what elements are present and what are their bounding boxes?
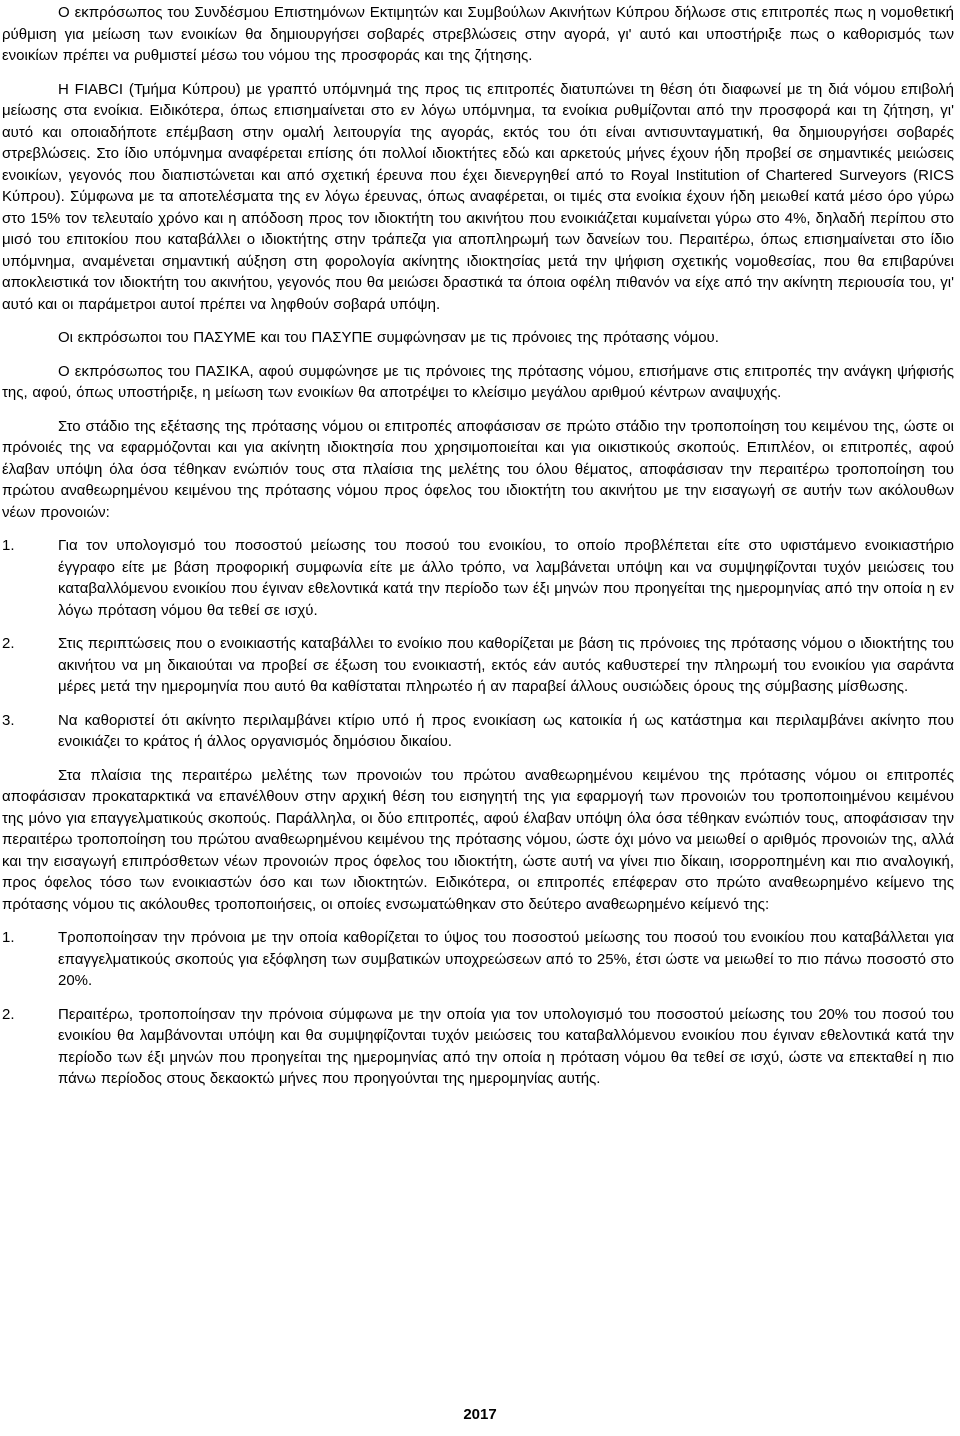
list-item-number: 3.	[2, 711, 15, 729]
list-item-text: Περαιτέρω, τροποποίησαν την πρόνοια σύμφωνα με την οποία για τον υπολογισμό του ποσοστού μείωσης του 20% του ποσού του ενοικίου θα λαμβάνονται υπόψη και θα συμψηφίζονται τυχόν μειώσεις του καταβαλλόμενου ενοικίου που έγιναν εθελοντικά κατά την περίοδο των έξι μηνών που προηγείται της ημερομηνίας από την οποία η πρόταση νόμου θα τεθεί σε ισχύ, ώστε να επεκταθεί η πιο πάνω περίοδος στους δεκαοκτώ μήνες που προηγούνται της ημερομηνίας αυτής.	[58, 1005, 954, 1087]
new-provisions-list	[2, 535, 954, 753]
list-item	[2, 633, 954, 698]
list-item-text: Στις περιπτώσεις που ο ενοικιαστής καταβάλλει το ενοίκιο που καθορίζεται με βάση τις πρόνοιες της πρότασης νόμου ο ιδιοκτήτης του ακινήτου να μη δικαιούται να προβεί σε έξωση του ενοικιαστή, εκτός εάν αυτός καθυστερεί την πληρωμή του ενοικίου για σαράντα μέρες μετά την ημερομηνία που αυτό θα καθίσταται πληρωτέο ή αν παραβεί άλλους ουσιώδεις όρους της σύμβασης μίσθωσης.	[58, 635, 954, 695]
list-item-number: 1.	[2, 929, 15, 946]
amendments-list	[2, 927, 954, 1090]
list-item-number: 1.	[2, 537, 15, 554]
paragraph-pasyme-pasype: Οι εκπρόσωποι του ΠΑΣΥΜΕ και του ΠΑΣΥΠΕ συμφώνησαν με τις πρόνοιες της πρότασης νόμου.	[58, 329, 719, 346]
list-item	[2, 1004, 954, 1090]
paragraph-further-study: Στα πλαίσια της περαιτέρω μελέτης των προνοιών του πρώτου αναθεωρημένου κειμένου της πρότασης νόμου οι επιτροπές αποφάσισαν προκαταρκτικά να επανέλθουν στην αρχική θέση του εισηγητή της για εφαρμογή των προνοιών του τροποποιημένου κειμένου της μόνο για επαγγελματικούς σκοπούς. Παράλληλα, οι δύο επιτροπές, αφού έλαβαν υπόψη όλα όσα τέθηκαν ενώπιόν τους, αποφάσισαν την περαιτέρω τροποποίηση του πρώτου αναθεωρημένου κειμένου της πρότασης νόμου, ώστε όχι μόνο να μειωθεί ο αριθμός προνοιών της, αλλά και την εισαγωγή επιπρόσθετων νέων προνοιών προς όφελος του ιδιοκτήτη, ώστε αυτή να γίνει πιο δίκαιη, ισορροπημένη και πιο αναλογική, προς όφελος τόσο των ενοικιαστών όσο και των ιδιοκτητών. Ειδικότερα, οι επιτροπές επέφεραν στο πρώτο αναθεωρημένο κείμενο της πρότασης νόμου τις ακόλουθες τροποποιήσεις, οι οποίες ενσωματώθηκαν στο δεύτερο αναθεωρημένο κείμενό της:	[2, 766, 954, 913]
list-item-number: 2.	[2, 635, 15, 652]
list-item-text: Να καθοριστεί ότι ακίνητο περιλαμβάνει κτίριο υπό ή προς ενοικίαση ως κατοικία ή ως κατάστημα και περιλαμβάνει ακίνητο που ενοικιάζει το κράτος ή άλλος οργανισμός δημόσιου δικαίου.	[58, 711, 954, 750]
paragraph-surveyors-association: Ο εκπρόσωπος του Συνδέσμου Επιστημόνων Εκτιμητών και Συμβούλων Ακινήτων Κύπρου δήλωσε στις επιτροπές πως η νομοθετική ρύθμιση για μείωση των ενοικίων θα δημιουργήσει σοβαρές στρεβλώσεις στην αγορά, γι' αυτό και υποστήριξε πως ο καθορισμός των ενοικίων πρέπει να ρυθμιστεί μέσω του νόμου της προσφοράς και της ζήτησης.	[2, 4, 954, 64]
list-item-text: Τροποποίησαν την πρόνοια με την οποία καθορίζεται το ύψος του ποσοστού μείωσης του ποσού του ενοικίου που καταβάλλεται για επαγγελματικούς σκοπούς για εξόφληση των συμβατικών υποχρεώσεων από το 25%, έτσι ώστε να μειωθεί το πιο πάνω ποσοστό στο 20%.	[58, 929, 954, 989]
list-item	[2, 535, 954, 621]
list-item	[2, 710, 954, 753]
paragraph-fiabci: Η FIABCI (Τμήμα Κύπρου) με γραπτό υπόμνημά της προς τις επιτροπές διατυπώνει τη θέση ότι διαφωνεί με τη διά νόμου επιβολή μείωσης στα ενοίκια. Ειδικότερα, όπως επισημαίνεται στο εν λόγω υπόμνημα, τα ενοίκια ρυθμίζονται από την προσφορά και τη ζήτηση, γι' αυτό και οποιαδήποτε επέμβαση στην ομαλή λειτουργία της αγοράς, εκτός του ότι είναι αντισυνταγματική, θα δημιουργήσει σοβαρές στρεβλώσεις. Στο ίδιο υπόμνημα αναφέρεται επίσης ότι πολλοί ιδιοκτήτες εδώ και αρκετούς μήνες έχουν ήδη προβεί σε σημαντικές μειώσεις ενοικίων, γεγονός που διαπιστώνεται και από σχετική έρευνα που έχει διενεργηθεί από το Royal Institution of Chartered Surveyors (RICS Κύπρου). Σύμφωνα με τα αποτελέσματα της εν λόγω έρευνας, όπως αναφέρεται, οι τιμές στα ενοίκια έχουν ήδη μειωθεί κατά μέσο όρο γύρω στο 15% τον τελευταίο χρόνο και η απόδοση προς τον ιδιοκτήτη του ακινήτου που ενοικιάζεται κυμαίνεται γύρω στο 4%, δηλαδή περίπου στο μισό του επιτοκίου που καταβάλλει ο ιδιοκτήτης στην τράπεζα για αποπληρωμή των δανείων του. Περαιτέρω, όπως επισημαίνεται στο ίδιο υπόμνημα, αναμένεται σημαντική αύξηση στη φορολογία ακίνητης ιδιοκτησίας μετά την ψήφιση σχετικής νομοθεσίας, που θα επιβαρύνει αποκλειστικά τον ιδιοκτήτη του ακινήτου, γεγονός που θα μειώσει δραστικά τα όποια οφέλη πιθανόν να είχε από την ακίνητη περιουσία του, γι' αυτό και οι παράμετροι αυτοί πρέπει να ληφθούν σοβαρά υπόψη.	[2, 80, 954, 313]
list-item-number: 2.	[2, 1005, 15, 1023]
paragraph-pasika: Ο εκπρόσωπος του ΠΑΣΙΚΑ, αφού συμφώνησε με τις πρόνοιες της πρότασης νόμου, επισήμανε στις επιτροπές την ανάγκη ψήφισής της, αφού, όπως υποστήριξε, η μείωση των ενοικίων θα αποτρέψει το κλείσιμο μεγάλου αριθμού κέντρων αναψυχής.	[2, 362, 954, 401]
list-item-text: Για τον υπολογισμό του ποσοστού μείωσης του ποσού του ενοικίου, το οποίο προβλέπεται είτε στο υφιστάμενο ενοικιαστήριο έγγραφο είτε με βάση προφορική συμφωνία είτε με άλλο τρόπο, να λαμβάνεται υπόψη και να συμψηφίζονται τυχόν μειώσεις του καταβαλλόμενου ενοικίου που έγιναν εθελοντικά κατά την περίοδο των έξι μηνών που προηγείται της ημερομηνίας από την οποία η εν λόγω πρόταση νόμου θα τεθεί σε ισχύ.	[58, 537, 954, 619]
paragraph-committee-examination: Στο στάδιο της εξέτασης της πρότασης νόμου οι επιτροπές αποφάσισαν σε πρώτο στάδιο την τροποποίηση του κειμένου της, ώστε οι πρόνοιές της να εφαρμόζονται και για ακίνητη ιδιοκτησία που χρησιμοποιείται και για οικιστικούς σκοπούς. Επιπλέον, οι επιτροπές, αφού έλαβαν υπόψη όλα όσα τέθηκαν ενώπιόν τους στα πλαίσια της μελέτης του όλου θέματος, αποφάσισαν την περαιτέρω τροποποίηση του πρώτου αναθεωρημένου κειμένου της πρότασης νόμου προς όφελος του ιδιοκτήτη του ακινήτου με την εισαγωγή σε αυτήν των ακόλουθων νέων προνοιών:	[2, 417, 954, 521]
page-number: 2017	[463, 1406, 497, 1423]
list-item	[2, 927, 954, 992]
